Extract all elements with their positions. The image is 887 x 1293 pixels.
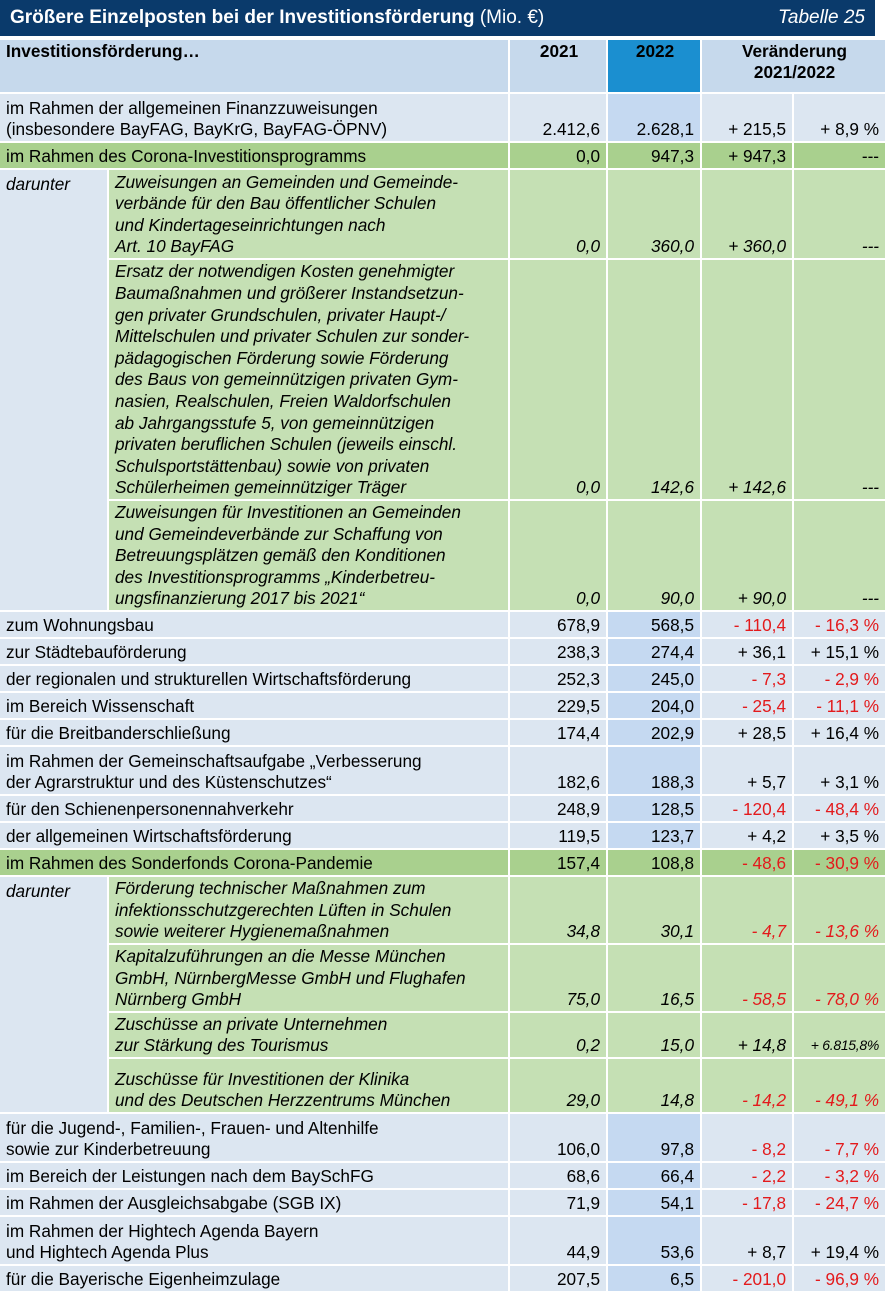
change-absolute: - 58,5: [702, 945, 792, 1011]
header-2021: 2021: [510, 40, 606, 92]
table-title-bar: [0, 0, 875, 36]
sub-row-label: [109, 260, 508, 499]
change-absolute: + 5,7: [702, 747, 792, 794]
sub-row-label-line: Ersatz der notwendigen Kosten genehmigter: [115, 261, 455, 282]
change-percent: - 11,1 %: [794, 693, 885, 718]
change-percent: - 24,7 %: [794, 1190, 885, 1215]
value-2021: 44,9: [510, 1217, 606, 1264]
value-2021: 2.412,6: [510, 94, 606, 141]
value-2021: 106,0: [510, 1114, 606, 1161]
change-percent: - 48,4 %: [794, 796, 885, 821]
sub-row-label-line: und des Deutschen Herzzentrums München: [115, 1090, 451, 1111]
value-2021: 678,9: [510, 612, 606, 637]
table-row: [0, 1163, 885, 1188]
change-absolute: + 90,0: [702, 501, 792, 610]
value-2022: 30,1: [608, 877, 700, 943]
change-absolute: + 4,2: [702, 823, 792, 848]
value-2021: 29,0: [510, 1059, 606, 1112]
title-unit: (Mio. €): [479, 7, 545, 28]
change-percent: + 3,5 %: [794, 823, 885, 848]
row-label-line: für den Schienenpersonennahverkehr: [6, 799, 294, 820]
sub-row-label: [109, 170, 508, 258]
table-number: Tabelle 25: [778, 7, 865, 28]
change-percent: + 3,1 %: [794, 747, 885, 794]
table-row: [0, 612, 885, 637]
value-2021: 0,0: [510, 143, 606, 168]
value-2021: 0,0: [510, 501, 606, 610]
row-label-line: der allgemeinen Wirtschaftsförderung: [6, 826, 292, 847]
sub-row-label-line: ab Jahrgangsstufe 5, von gemeinnützigen: [115, 412, 435, 433]
value-2022: 53,6: [608, 1217, 700, 1264]
row-label-line: im Rahmen der Hightech Agenda Bayern: [6, 1220, 319, 1241]
table-row: [0, 796, 885, 821]
value-2022: 947,3: [608, 143, 700, 168]
row-label: [0, 850, 508, 875]
change-percent: - 96,9 %: [794, 1266, 885, 1291]
row-label-line: im Rahmen des Corona-Investitionsprogramms: [6, 146, 367, 167]
sub-row: [0, 1013, 885, 1057]
value-2022: 568,5: [608, 612, 700, 637]
row-label-line: für die Bayerische Eigenheimzulage: [6, 1269, 281, 1290]
darunter-label: darunter: [0, 877, 107, 1112]
sub-row-label: [109, 501, 508, 610]
row-label: [0, 1266, 508, 1291]
change-absolute: - 8,2: [702, 1114, 792, 1161]
change-percent: + 6.815,8%: [794, 1013, 885, 1057]
value-2022: 360,0: [608, 170, 700, 258]
table-title: [10, 7, 544, 29]
row-label-line: im Rahmen der allgemeinen Finanzzuweisungen: [6, 97, 378, 118]
row-label: [0, 666, 508, 691]
value-2021: 182,6: [510, 747, 606, 794]
value-2021: 174,4: [510, 720, 606, 745]
value-2022: 123,7: [608, 823, 700, 848]
row-label: [0, 796, 508, 821]
value-2021: 238,3: [510, 639, 606, 664]
row-label: [0, 612, 508, 637]
sub-row-label-line: Zuschüsse an private Unternehmen: [115, 1013, 388, 1034]
sub-row-label-line: Schülerheimen gemeinnütziger Träger: [115, 477, 407, 498]
table-row: [0, 747, 885, 794]
value-2021: 0,0: [510, 170, 606, 258]
change-absolute: + 36,1: [702, 639, 792, 664]
sub-row-label-line: zur Stärkung des Tourismus: [115, 1035, 329, 1056]
value-2022: 128,5: [608, 796, 700, 821]
table-row: [0, 850, 885, 875]
sub-row-label-line: Zuweisungen an Gemeinden und Gemeinde-: [115, 171, 459, 192]
sub-row-label-line: und Gemeindeverbände zur Schaffung von: [115, 523, 443, 544]
change-percent: + 15,1 %: [794, 639, 885, 664]
change-percent: + 8,9 %: [794, 94, 885, 141]
sub-row-label-line: sowie weiterer Hygienemaßnahmen: [115, 921, 390, 942]
sub-row-label-line: Zuschüsse für Investitionen der Klinika: [115, 1068, 410, 1089]
sub-row: [0, 945, 885, 1011]
change-percent: - 2,9 %: [794, 666, 885, 691]
header-label: Investitionsförderung…: [0, 40, 508, 92]
sub-row-label-line: nasien, Realschulen, Freien Waldorfschulen: [115, 391, 451, 412]
change-percent: ---: [794, 143, 885, 168]
table-row: [0, 94, 885, 141]
header-change: [702, 40, 885, 92]
sub-row-label-line: pädagogischen Förderung sowie Förderung: [115, 347, 449, 368]
table-row: [0, 1114, 885, 1161]
row-label-line: der regionalen und strukturellen Wirtschaftsförderung: [6, 669, 412, 690]
table-row: [0, 720, 885, 745]
change-absolute: - 4,7: [702, 877, 792, 943]
value-2021: 75,0: [510, 945, 606, 1011]
value-2022: 274,4: [608, 639, 700, 664]
row-label: [0, 720, 508, 745]
sub-row-label-line: des Investitionsprogramms „Kinderbetreu-: [115, 566, 436, 587]
header-2022: 2022: [608, 40, 700, 92]
change-absolute: - 7,3: [702, 666, 792, 691]
sub-row-label-line: infektionsschutzgerechten Lüften in Schulen: [115, 899, 452, 920]
row-label: [0, 1114, 508, 1161]
row-label-line: (insbesondere BayFAG, BayKrG, BayFAG-ÖPNV): [6, 119, 388, 140]
value-2022: 204,0: [608, 693, 700, 718]
row-label: [0, 1190, 508, 1215]
sub-row-label-line: des Baus von gemeinnützigen privaten Gym-: [115, 369, 458, 390]
row-label: [0, 823, 508, 848]
change-percent: - 3,2 %: [794, 1163, 885, 1188]
header-change-line1: Veränderung: [741, 41, 848, 61]
sub-row-label: [109, 877, 508, 943]
header-change-line2: 2021/2022: [753, 62, 836, 82]
change-absolute: + 947,3: [702, 143, 792, 168]
value-2022: 6,5: [608, 1266, 700, 1291]
table-row: [0, 1266, 885, 1291]
change-percent: + 16,4 %: [794, 720, 885, 745]
sub-row-label-line: Schulsportstättenbau) sowie von privaten: [115, 455, 430, 476]
value-2021: 252,3: [510, 666, 606, 691]
value-2021: 119,5: [510, 823, 606, 848]
row-label-line: zur Städtebauförderung: [6, 642, 187, 663]
sub-row: [0, 1059, 885, 1112]
value-2021: 68,6: [510, 1163, 606, 1188]
change-absolute: + 8,7: [702, 1217, 792, 1264]
change-absolute: - 2,2: [702, 1163, 792, 1188]
table-row: [0, 1217, 885, 1264]
change-absolute: - 120,4: [702, 796, 792, 821]
sub-row-label-line: ungsfinanzierung 2017 bis 2021“: [115, 588, 365, 609]
investment-table: [0, 38, 887, 1293]
change-percent: - 7,7 %: [794, 1114, 885, 1161]
sub-row-label-line: Nürnberg GmbH: [115, 989, 242, 1010]
value-2022: 188,3: [608, 747, 700, 794]
row-label-line: der Agrarstruktur und des Küstenschutzes“: [6, 772, 332, 793]
value-2022: 97,8: [608, 1114, 700, 1161]
row-label-line: zum Wohnungsbau: [6, 615, 154, 636]
change-percent: ---: [794, 501, 885, 610]
change-percent: - 30,9 %: [794, 850, 885, 875]
sub-row-label: [109, 1013, 508, 1057]
sub-row-label-line: Betreuungsplätzen gemäß den Konditionen: [115, 545, 446, 566]
row-label: [0, 693, 508, 718]
table-row: [0, 639, 885, 664]
change-absolute: + 14,8: [702, 1013, 792, 1057]
sub-row-label-line: verbände für den Bau öffentlicher Schulen: [115, 193, 437, 214]
row-label: [0, 747, 508, 794]
row-label: [0, 639, 508, 664]
value-2022: 15,0: [608, 1013, 700, 1057]
value-2022: 16,5: [608, 945, 700, 1011]
value-2022: 2.628,1: [608, 94, 700, 141]
change-percent: - 49,1 %: [794, 1059, 885, 1112]
sub-row: [0, 877, 885, 943]
row-label: [0, 143, 508, 168]
header-row: [0, 40, 885, 92]
sub-row-label-line: Baumaßnahmen und größerer Instandsetzun-: [115, 283, 464, 304]
change-percent: ---: [794, 260, 885, 499]
change-absolute: - 201,0: [702, 1266, 792, 1291]
table-row: [0, 693, 885, 718]
sub-row-label-line: Kapitalzuführungen an die Messe München: [115, 945, 446, 966]
row-label: [0, 94, 508, 141]
value-2021: 207,5: [510, 1266, 606, 1291]
row-label-line: im Bereich der Leistungen nach dem BaySchFG: [6, 1166, 374, 1187]
change-percent: ---: [794, 170, 885, 258]
table-row: [0, 1190, 885, 1215]
value-2021: 248,9: [510, 796, 606, 821]
change-percent: + 19,4 %: [794, 1217, 885, 1264]
value-2022: 14,8: [608, 1059, 700, 1112]
change-absolute: - 17,8: [702, 1190, 792, 1215]
change-absolute: - 14,2: [702, 1059, 792, 1112]
value-2022: 108,8: [608, 850, 700, 875]
change-absolute: - 25,4: [702, 693, 792, 718]
darunter-label: darunter: [0, 170, 107, 610]
title-text: Größere Einzelposten bei der Investitionsförderung: [10, 7, 475, 28]
row-label-line: und Hightech Agenda Plus: [6, 1242, 209, 1263]
sub-row-label-line: und Kindertageseinrichtungen nach: [115, 214, 386, 235]
sub-row-label-line: Förderung technischer Maßnahmen zum: [115, 877, 426, 898]
sub-row: [0, 260, 885, 499]
change-absolute: + 360,0: [702, 170, 792, 258]
value-2022: 202,9: [608, 720, 700, 745]
row-label-line: im Rahmen der Ausgleichsabgabe (SGB IX): [6, 1193, 342, 1214]
sub-row-label-line: Mittelschulen und privater Schulen zur sonder-: [115, 326, 470, 347]
change-absolute: + 142,6: [702, 260, 792, 499]
row-label-line: im Rahmen des Sonderfonds Corona-Pandemie: [6, 853, 373, 874]
table-row: [0, 823, 885, 848]
sub-row: [0, 501, 885, 610]
row-label: [0, 1163, 508, 1188]
change-absolute: + 215,5: [702, 94, 792, 141]
value-2022: 54,1: [608, 1190, 700, 1215]
sub-row-label-line: privaten beruflichen Schulen (jeweils einschl.: [115, 434, 458, 455]
change-percent: - 16,3 %: [794, 612, 885, 637]
value-2021: 0,0: [510, 260, 606, 499]
table-row: [0, 666, 885, 691]
sub-row: [0, 170, 885, 258]
value-2022: 66,4: [608, 1163, 700, 1188]
change-percent: - 13,6 %: [794, 877, 885, 943]
value-2022: 90,0: [608, 501, 700, 610]
change-absolute: - 110,4: [702, 612, 792, 637]
value-2021: 71,9: [510, 1190, 606, 1215]
sub-row-label-line: GmbH, NürnbergMesse GmbH und Flughafen: [115, 967, 466, 988]
value-2022: 142,6: [608, 260, 700, 499]
sub-row-label: [109, 1059, 508, 1112]
change-percent: - 78,0 %: [794, 945, 885, 1011]
value-2021: 0,2: [510, 1013, 606, 1057]
sub-row-label-line: Zuweisungen für Investitionen an Gemeinden: [115, 502, 461, 522]
value-2021: 34,8: [510, 877, 606, 943]
value-2022: 245,0: [608, 666, 700, 691]
sub-row-label: [109, 945, 508, 1011]
row-label-line: sowie zur Kinderbetreuung: [6, 1139, 211, 1160]
sub-row-label-line: gen privater Grundschulen, privater Haupt-/: [115, 304, 446, 325]
change-absolute: - 48,6: [702, 850, 792, 875]
row-label-line: für die Jugend-, Familien-, Frauen- und Altenhilfe: [6, 1117, 379, 1138]
value-2021: 157,4: [510, 850, 606, 875]
row-label-line: im Rahmen der Gemeinschaftsaufgabe „Verbesserung: [6, 750, 422, 771]
row-label: [0, 1217, 508, 1264]
row-label-line: für die Breitbanderschließung: [6, 723, 231, 744]
table-row: [0, 143, 885, 168]
value-2021: 229,5: [510, 693, 606, 718]
sub-row-label-line: Art. 10 BayFAG: [115, 236, 235, 257]
change-absolute: + 28,5: [702, 720, 792, 745]
row-label-line: im Bereich Wissenschaft: [6, 696, 195, 717]
